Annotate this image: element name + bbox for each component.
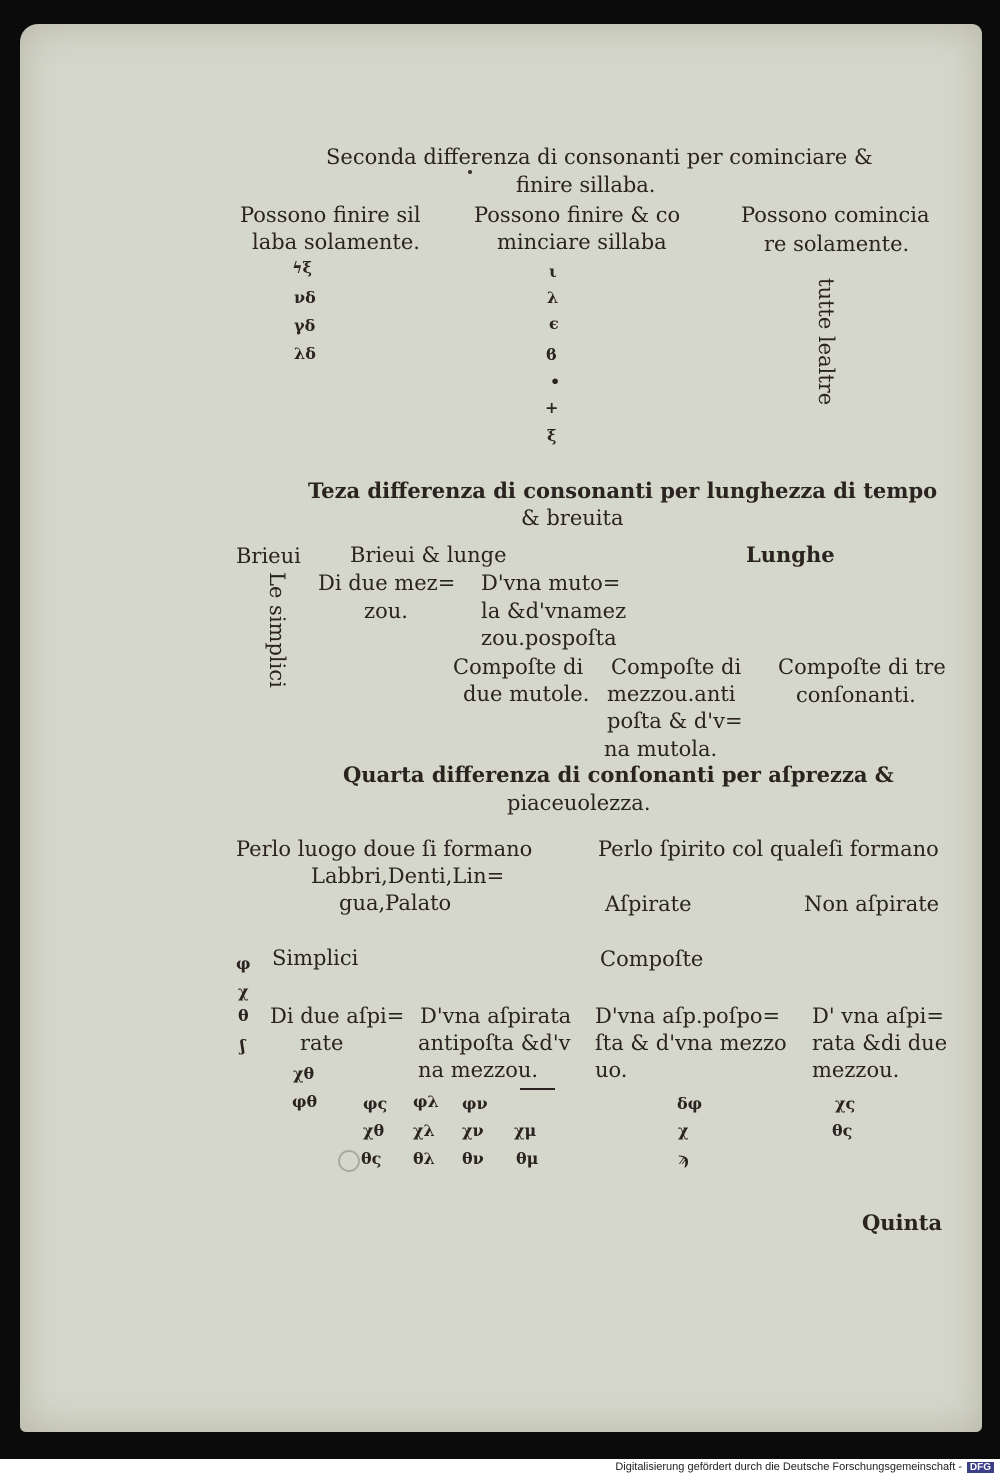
composte-mezzou-line3: poſta & d'v= — [607, 709, 743, 733]
glyph: χθ — [363, 1121, 385, 1140]
brieui-lunge-heading: Brieui & lunge — [350, 543, 507, 567]
composte-mutole-line1: Compoſte di — [453, 655, 584, 679]
brieui-heading: Brieui — [236, 544, 301, 568]
col3-line2: re solamente. — [764, 232, 910, 256]
section3-title-line1: Teza differenza di consonanti per lunghezza di tempo — [308, 478, 938, 503]
glyph: νδ — [294, 288, 316, 307]
glyph: δφ — [677, 1094, 703, 1113]
dfg-logo-icon[interactable]: DFG — [967, 1462, 994, 1473]
glyph: + — [545, 398, 559, 417]
glyph: χς — [835, 1094, 856, 1113]
glyph: θλ — [413, 1149, 435, 1168]
glyph: ξ — [547, 426, 557, 445]
glyph: θν — [462, 1149, 484, 1168]
col1-line2: laba solamente. — [252, 230, 420, 254]
glyph: χ — [238, 982, 249, 1001]
glyph: χμ — [514, 1121, 537, 1140]
dvna-aspirata2-line2: rata &di due — [812, 1031, 948, 1055]
dvna-muto-line3: zou.pospoſta — [481, 626, 617, 650]
dvna-aspirata-line1: D'vna aſpirata — [420, 1004, 572, 1028]
composte-heading: Compoſte — [600, 947, 704, 971]
simplici-heading: Simplici — [272, 946, 359, 970]
le-simplici-vertical: Le simplici — [265, 572, 289, 688]
glyph: ϡ — [678, 1149, 689, 1168]
col1-line1: Possono finire sil — [240, 203, 421, 227]
digitization-footer — [0, 1459, 1000, 1479]
glyph: χθ — [293, 1064, 315, 1083]
dvna-asp-line2: ſta & d'vna mezzo — [595, 1031, 787, 1055]
section2-title-line1: Seconda differenza di consonanti per cominciare & — [326, 145, 873, 169]
non-aspirate-heading: Non aſpirate — [804, 892, 940, 916]
glyph: φν — [462, 1094, 488, 1113]
composte-mezzou-line1: Compoſte di — [611, 655, 742, 679]
spirito-heading: Perlo ſpirito col qualeſi formano — [598, 837, 939, 861]
composte-mutole-line2: due mutole. — [463, 682, 590, 706]
glyph: φς — [363, 1094, 388, 1113]
luogo-heading: Perlo luogo doue ſi formano — [236, 837, 533, 861]
faint-ring-mark — [338, 1150, 360, 1172]
composte-tre-line2: conſonanti. — [796, 683, 916, 707]
glyph: χλ — [413, 1121, 435, 1140]
dvna-aspirata2-line3: mezzou. — [812, 1058, 900, 1082]
col2-line1: Possono finire & co — [474, 203, 681, 227]
catchword: Quinta — [862, 1210, 943, 1235]
lunghe-heading: Lunghe — [746, 542, 835, 567]
glyph: θς — [361, 1149, 382, 1168]
composte-mezzou-line2: mezzou.anti — [607, 682, 736, 706]
glyph: γδ — [294, 316, 316, 335]
di-due-aspi-line2: rate — [300, 1031, 344, 1055]
di-due-line2: zou. — [364, 599, 408, 623]
section4-title-line2: piaceuolezza. — [507, 791, 651, 815]
glyph: φλ — [413, 1092, 439, 1111]
glyph: ι — [549, 262, 557, 281]
glyph: ϐ — [546, 345, 557, 364]
glyph: χ — [678, 1121, 689, 1140]
glyph: θ — [238, 1006, 249, 1025]
glyph: θμ — [516, 1149, 539, 1168]
ink-dot — [468, 170, 472, 174]
glyph: χν — [462, 1121, 484, 1140]
glyph: φ — [236, 954, 251, 973]
labbri-line1: Labbri,Denti,Lin= — [311, 864, 505, 888]
di-due-aspi-line1: Di due aſpi= — [270, 1004, 405, 1028]
dvna-aspirata2-line1: D' vna aſpi= — [812, 1004, 944, 1028]
glyph: ϵ — [549, 314, 559, 333]
ink-rule — [520, 1088, 555, 1090]
dvna-asp-line1: D'vna aſp.poſpo= — [595, 1004, 781, 1028]
section4-title-line1: Quarta differenza di conſonanti per aſprezza & — [343, 762, 894, 787]
glyph: ϟξ — [292, 258, 313, 277]
dvna-muto-line2: la &d'vnamez — [481, 599, 627, 623]
glyph: λ — [547, 288, 559, 307]
aspirate-heading: Aſpirate — [605, 892, 692, 916]
dvna-asp-line3: uo. — [595, 1058, 628, 1082]
section2-title-line2: finire sillaba. — [516, 173, 656, 197]
dvna-aspirata-line2: antipoſta &d'v — [418, 1031, 571, 1055]
col3-line1: Possono comincia — [741, 203, 930, 227]
glyph: ʃ — [240, 1036, 246, 1055]
dvna-aspirata-line3: na mezzou. — [418, 1058, 539, 1082]
tutte-lealtre-vertical: tutte lealtre — [814, 278, 838, 406]
di-due-line1: Di due mez= — [318, 571, 456, 595]
glyph: λδ — [294, 344, 316, 363]
col2-line2: minciare sillaba — [497, 230, 667, 254]
glyph: φθ — [292, 1092, 318, 1111]
glyph: • — [550, 372, 561, 391]
footer-text: Digitalisierung gefördert durch die Deutsche Forschungsgemeinschaft - — [615, 1461, 962, 1473]
glyph: θς — [832, 1121, 853, 1140]
composte-tre-line1: Compoſte di tre — [778, 655, 946, 679]
composte-mezzou-line4: na mutola. — [604, 737, 718, 761]
dvna-muto-line1: D'vna muto= — [481, 571, 621, 595]
section3-title-line2: & breuita — [521, 506, 624, 530]
labbri-line2: gua,Palato — [339, 891, 452, 915]
